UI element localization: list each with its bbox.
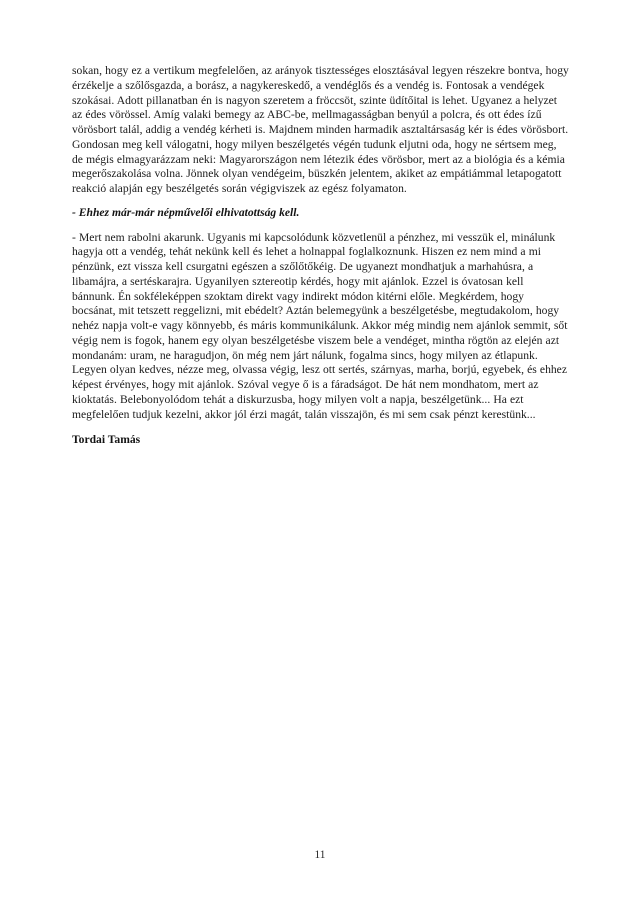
author-signature: Tordai Tamás xyxy=(72,433,141,447)
page-number: 11 xyxy=(314,849,326,861)
paragraph-interview-question: - Ehhez már-már népművelői elhivatottság kell. xyxy=(72,206,300,220)
text-column xyxy=(72,64,569,448)
paragraph-body-first: sokan, hogy ez a vertikum megfelelően, az arányok tisztességes elosztásával legyen részekre bontva, hogy érzékelje a szőlősgazda, a borász, a nagykereskedő, a vendéglős és a vendég is. Fontosak a vendégek szokásai. Adott pillanatban én is nagyon szeretem a fröccsöt, szinte üdítőital is lehet. Ugyanez a helyzet az édes vörössel. Amíg valaki bemegy az ABC-be, mellmagasságban benyúl a polcra, és ott édes ízű vörösbort talál, addig a vendég kérheti is. Majdnem minden harmadik asztaltársaság kér is édes vörösbort. Gondosan meg kell válogatni, hogy milyen beszélgetés végén tudunk eljutni oda, hogy ne sértsem meg, de mégis elmagyarázzam neki: Magyarországon nem létezik édes vörösbor, mert az a biológia és a kémia megerőszakolása volna. Jönnek olyan vendégeim, büszkén jelentem, akiket az empátiámmal letapogatott reakció alapján egy beszélgetés során végigviszek az egész folyamaton. xyxy=(72,64,569,195)
paragraph-body-answer: - Mert nem rabolni akarunk. Ugyanis mi kapcsolódunk közvetlenül a pénzhez, mi vesszük el, minálunk hagyja ott a vendég, tehát nekünk kell és lehet a holnappal foglalkoznunk. Hiszen ez nem mind a mi pénzünk, ezt vissza kell csurgatni egészen a szőlőtőkéig. De ugyanezt mondhatjuk a marhahúsra, a libamájra, a sertéskarajra. Ugyanilyen sztereotip kérdés, hogy mit ajánlok. Ezzel is óvatosan kell bánnunk. Én sokféleképpen szoktam direkt vagy indirekt módon kitérni előle. Megkérdem, hogy bocsánat, mit tetszett reggelizni, mit ebédelt? Aztán belemegyünk a beszélgetésbe, megtudakolom, hogy nehéz napja volt-e vagy könnyebb, és máris kommunikálunk. Akkor még mindig nem ajánlok semmit, sőt végig nem is fogok, hanem egy olyan beszélgetésbe viszem bele a vendéget, mintha rögtön az elején azt mondanám: uram, ne haragudjon, ön még nem járt nálunk, fogalma sincs, hogy milyen az étlapunk. Legyen olyan kedves, nézze meg, olvassa végig, lesz ott sertés, szárnyas, marha, borjú, egyebek, és ehhez képest érvényes, hogy mit ajánlok. Szóval vegye ő is a fáradságot. De hát nem mondhatom, mert az kioktatás. Belebonyolódom tehát a diskurzusba, hogy milyen volt a napja, beszélgetünk... Ha ezt megfelelően tudjuk kezelni, akkor jól érzi magát, talán visszajön, és mi sem csak pénzt kerestünk... xyxy=(72,230,568,421)
